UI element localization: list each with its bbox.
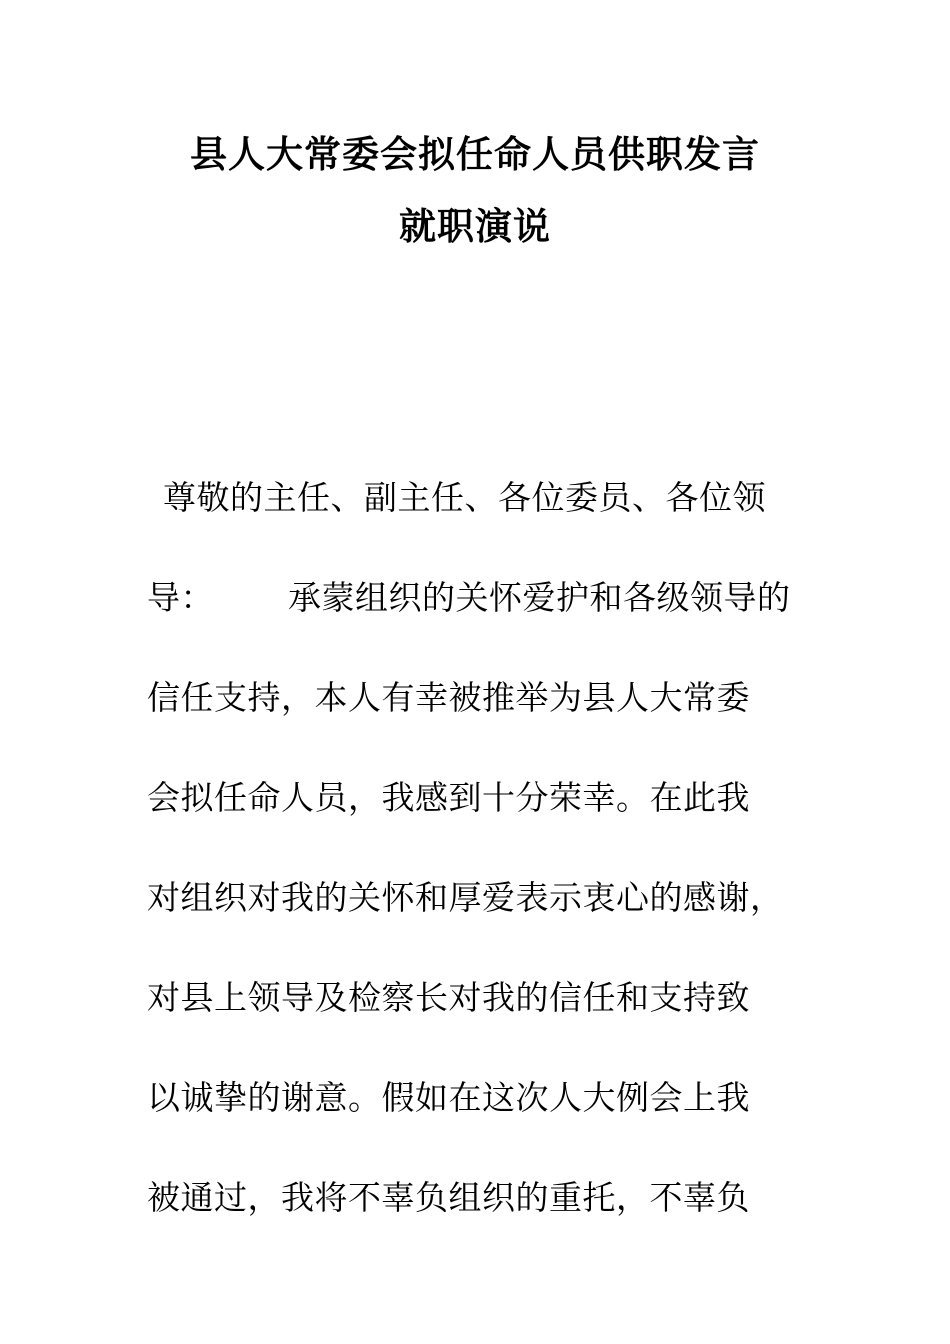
body-line: 对县上领导及检察长对我的信任和支持致 [147, 978, 750, 1017]
body-line-with-paragraph-break [147, 570, 807, 670]
body-line: 对组织对我的关怀和厚爱表示衷心的感谢， [147, 878, 784, 917]
salutation-end: 导： [147, 578, 214, 617]
document-body [147, 470, 807, 1270]
body-line: 会拟任命人员，我感到十分荣幸。在此我 [147, 778, 750, 817]
body-line: 被通过，我将不辜负组织的重托，不辜负 [147, 1178, 750, 1217]
body-line: 以诚挚的谢意。假如在这次人大例会上我 [147, 1078, 750, 1117]
body-line: 尊敬的主任、副主任、各位委员、各位领 [163, 478, 766, 517]
document-title-line-2: 就职演说 [399, 205, 551, 248]
paragraph-start: 承蒙组织的关怀爱护和各级领导的 [288, 578, 791, 617]
document-title-line-1: 县人大常委会拟任命人员供职发言 [190, 133, 760, 176]
body-line: 信任支持，本人有幸被推举为县人大常委 [147, 678, 750, 717]
